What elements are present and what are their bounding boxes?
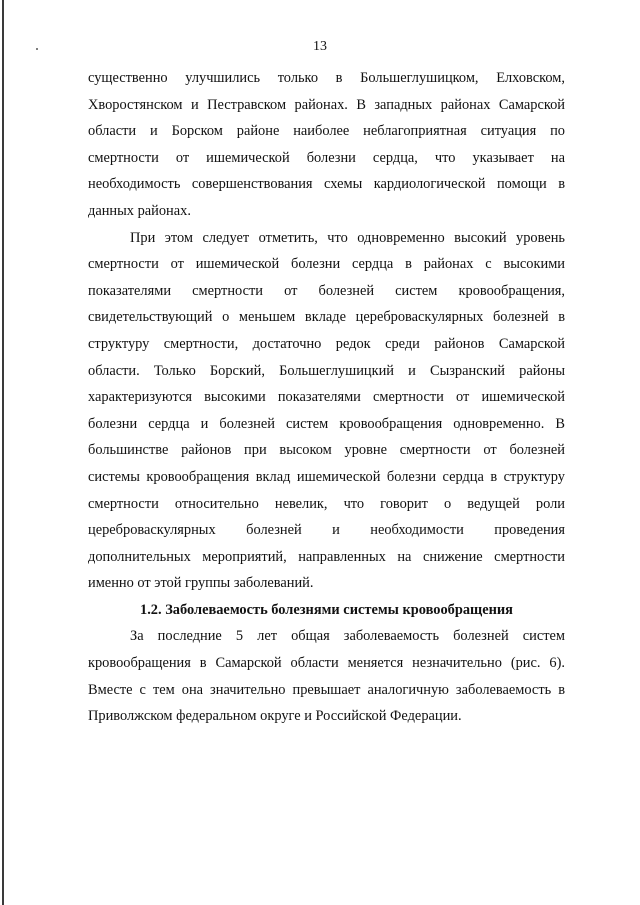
text-line: области. Только Борский, Большеглушицкий и Сызранский районы: [88, 362, 565, 379]
text-line: смертности от ишемической болезни сердца в районах с высокими: [88, 256, 565, 273]
text-line: системы кровообращения вклад ишемической болезни сердца в структуру: [88, 468, 565, 485]
text-line: характеризуются высокими показателями смертности от ишемической: [88, 389, 565, 406]
text-line: существенно улучшились только в Большеглушицком, Елховском,: [88, 70, 565, 86]
text-line: области и Борском районе наиболее неблагоприятная ситуация по: [88, 123, 565, 140]
text-line: Вместе с тем она значительно превышает аналогичную заболеваемость в: [88, 681, 565, 698]
text-line: большинстве районов при высоком уровне смертности от болезней: [88, 442, 565, 459]
text-line: цереброваскулярных болезней и необходимости проведения: [88, 522, 565, 539]
text-line: При этом следует отметить, что одновременно высокий уровень: [130, 229, 565, 246]
paragraph-1: [88, 65, 565, 225]
text-line: необходимость совершенствования схемы кардиологической помощи в: [88, 176, 565, 193]
text-line: смертности относительно невелик, что говорит о ведущей роли: [88, 495, 565, 512]
text-line: Хворостянском и Пестравском районах. В западных районах Самарской: [88, 96, 565, 113]
text-line: болезни сердца и болезней систем кровообращения одновременно. В: [88, 415, 565, 432]
text-line: именно от этой группы заболеваний.: [88, 575, 314, 592]
text-line: смертности от ишемической болезни сердца, что указывает на: [88, 149, 565, 166]
text-line: показателями смертности от болезней систем кровообращения,: [88, 282, 565, 299]
text-line: свидетельствующий о меньшем вкладе цереброваскулярных болезней в: [88, 309, 565, 326]
text-line: За последние 5 лет общая заболеваемость болезней систем: [130, 628, 565, 645]
document-body: [88, 65, 565, 730]
text-line: Приволжском федеральном округе и Российской Федерации.: [88, 708, 462, 725]
scan-edge: [2, 0, 4, 905]
paragraph-3: [88, 623, 565, 729]
text-line: структуру смертности, достаточно редок среди районов Самарской: [88, 335, 565, 352]
text-line: данных районах.: [88, 202, 191, 219]
text-line: кровообращения в Самарской области меняется незначительно (рис. 6).: [88, 655, 565, 672]
page-number: 13: [313, 39, 327, 54]
paragraph-2: [88, 225, 565, 597]
text-line: дополнительных мероприятий, направленных на снижение смертности: [88, 548, 565, 565]
section-heading: 1.2. Заболеваемость болезнями системы кровообращения: [140, 601, 513, 618]
